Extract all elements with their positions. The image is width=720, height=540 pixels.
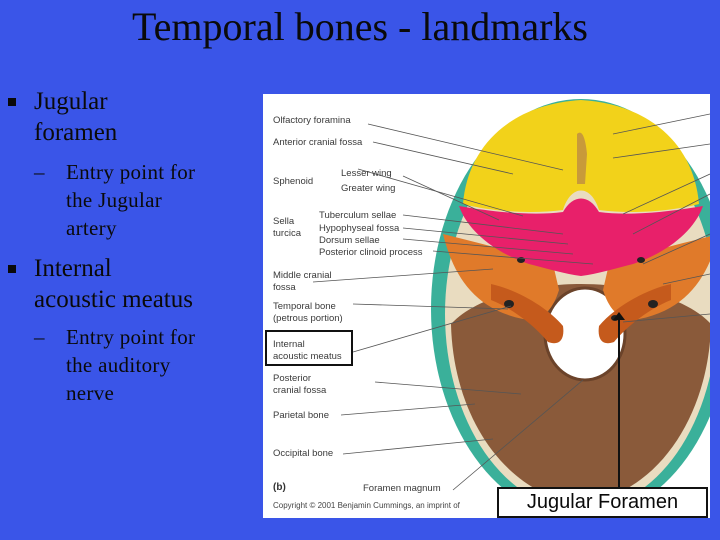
label-dorsum-sellae: Dorsum sellae	[319, 235, 380, 246]
sub-bullet-acoustic	[66, 323, 195, 407]
label-greater-wing: Greater wing	[341, 183, 396, 194]
slide-title: Temporal bones - landmarks	[132, 4, 588, 49]
label-occipital-bone: Occipital bone	[273, 448, 334, 459]
bullet-marker	[8, 265, 16, 273]
label-internal: Internal	[273, 339, 305, 350]
label-acoustic-meatus: acoustic meatus	[273, 351, 342, 362]
callout-arrow-icon	[613, 312, 625, 320]
bullet-line: Internal	[34, 255, 112, 282]
bullet-line: foramen	[34, 119, 118, 146]
bullet-line: Jugular	[34, 88, 108, 115]
label-middle-fossa: fossa	[273, 282, 296, 293]
label-temporal-bone: Temporal bone	[273, 301, 336, 312]
label-sella: Sella	[273, 216, 295, 227]
sub-bullet-line: Entry point for	[66, 325, 196, 349]
label-lesser-wing: Lesser wing	[341, 168, 392, 179]
jugular-foramen-callout: Jugular Foramen	[497, 487, 708, 518]
sub-bullet-line: artery	[66, 216, 117, 240]
figure-copyright: Copyright © 2001 Benjamin Cummings, an imprint of	[273, 501, 460, 510]
sub-bullet-line: Entry point for	[66, 160, 196, 184]
skull-base-figure	[263, 94, 710, 518]
bullet-jugular-foramen	[34, 86, 117, 148]
label-turcica: turcica	[273, 228, 301, 239]
label-tuberculum-sellae: Tuberculum sellae	[319, 210, 397, 221]
callout-pointer-line	[618, 318, 620, 488]
label-posterior: Posterior	[273, 373, 312, 384]
sub-bullet-dash: –	[34, 325, 45, 349]
figure-part-label: (b)	[273, 482, 286, 493]
internal-acoustic-meatus-highlight	[265, 330, 353, 366]
sub-bullet-line: nerve	[66, 381, 115, 405]
bullet-line: acoustic meatus	[34, 286, 193, 313]
label-anterior-cranial-fossa: Anterior cranial fossa	[273, 137, 363, 148]
sub-bullet-dash: –	[34, 160, 45, 184]
bullet-marker	[8, 98, 16, 106]
label-foramen-magnum: Foramen magnum	[363, 483, 441, 494]
sub-bullet-line: the Jugular	[66, 188, 163, 212]
label-middle-cranial: Middle cranial	[273, 270, 332, 281]
label-posterior-clinoid: Posterior clinoid process	[319, 247, 423, 258]
sub-bullet-jugular	[66, 158, 195, 242]
bullet-internal-acoustic-meatus	[34, 253, 193, 315]
label-cranial-fossa: cranial fossa	[273, 385, 327, 396]
label-petrous-portion: (petrous portion)	[273, 313, 343, 324]
bullet-list	[0, 0, 260, 540]
label-parietal-bone: Parietal bone	[273, 410, 329, 421]
label-olfactory-foramina: Olfactory foramina	[273, 115, 351, 126]
sub-bullet-line: the auditory	[66, 353, 171, 377]
label-hypophyseal-fossa: Hypophyseal fossa	[319, 223, 400, 234]
label-sphenoid: Sphenoid	[273, 176, 314, 187]
